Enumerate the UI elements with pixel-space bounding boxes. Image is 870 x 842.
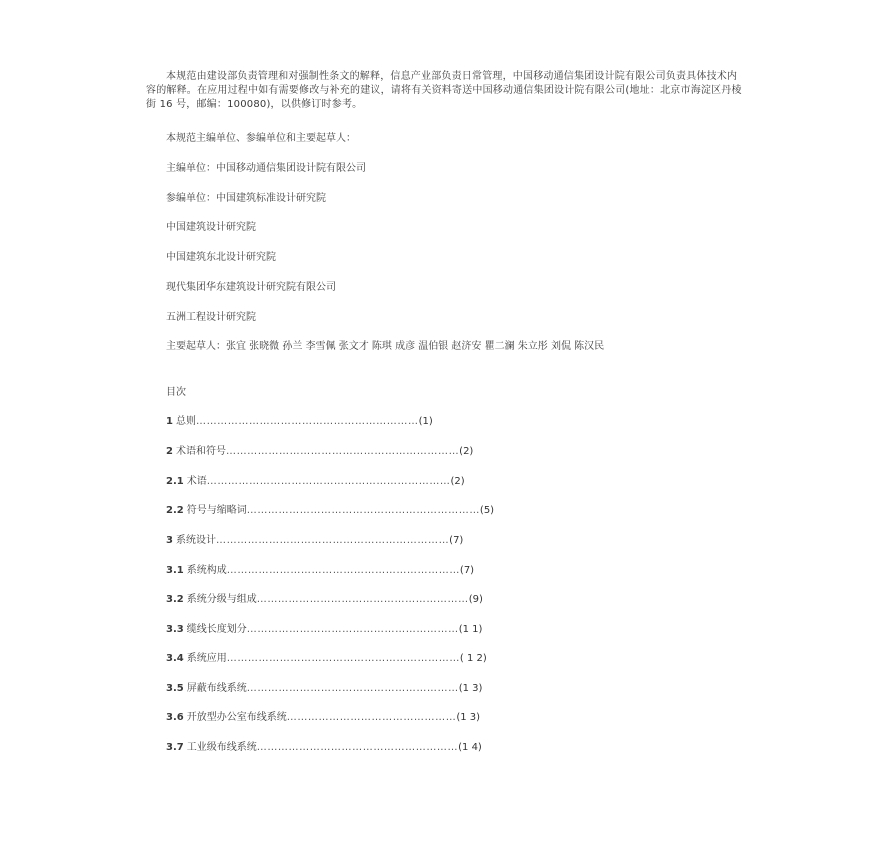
toc-leader: …………………………………………………………	[226, 653, 460, 664]
toc-title-text: 系统应用	[186, 653, 227, 664]
toc-entry[interactable]	[166, 504, 494, 518]
toc-page-number: (1 3)	[458, 683, 483, 694]
toc-number: 1	[166, 416, 173, 427]
toc-leader: ……………………………………………………………	[206, 476, 451, 487]
toc-page-number: (1)	[418, 416, 433, 427]
toc-leader: ……………………………………………………	[246, 624, 459, 635]
toc-entry[interactable]	[166, 475, 465, 489]
toc-number: 3.4	[166, 653, 184, 664]
toc-title-text: 屏蔽布线系统	[186, 683, 247, 694]
toc-page-number: (1 4)	[458, 742, 482, 753]
toc-leader: …………………………………………………	[256, 742, 459, 753]
toc-entry[interactable]	[166, 652, 487, 666]
toc-leader: …………………………………………………………	[246, 505, 480, 516]
toc-entry[interactable]	[166, 593, 483, 607]
toc-entry[interactable]	[166, 445, 473, 459]
toc-entry[interactable]	[166, 741, 482, 755]
participating-unit: 参编单位：中国建筑标准设计研究院	[166, 193, 326, 204]
toc-leader: …………………………………………	[286, 712, 457, 723]
toc-page-number: (1 1)	[458, 624, 483, 635]
toc-number: 2.1	[166, 476, 184, 487]
toc-entry[interactable]	[166, 564, 474, 578]
toc-page-number: (2)	[450, 476, 465, 487]
toc-page-number: (9)	[468, 594, 483, 605]
toc-title-text: 符号与缩略词	[186, 505, 247, 516]
toc-leader: ………………………………………………………	[195, 416, 419, 427]
toc-entry[interactable]	[166, 623, 482, 637]
toc-number: 3.3	[166, 624, 184, 635]
toc-title-text: 系统设计	[175, 535, 216, 546]
chief-unit: 主编单位：中国移动通信集团设计院有限公司	[166, 163, 366, 174]
toc-leader: ……………………………………………………	[256, 594, 469, 605]
toc-number: 3	[166, 535, 173, 546]
toc-entry[interactable]	[166, 415, 433, 429]
toc-page-number: (1 3)	[456, 712, 481, 723]
toc-title-text: 开放型办公室布线系统	[186, 712, 287, 723]
toc-title-text: 系统分级与组成	[186, 594, 257, 605]
participating-unit: 中国建筑设计研究院	[166, 222, 256, 233]
toc-title: 目次	[166, 387, 186, 398]
units-heading: 本规范主编单位、参编单位和主要起草人：	[166, 133, 356, 144]
toc-number: 2.2	[166, 505, 184, 516]
toc-leader: …………………………………………………………	[226, 565, 460, 576]
toc-number: 3.1	[166, 565, 184, 576]
drafters-list: 主要起草人：张宜 张晓微 孙兰 李雪佩 张文才 陈琪 成彦 温伯银 赵济安 瞿二澜 朱立彤 刘侃 陈汉民	[166, 341, 605, 352]
toc-leader: …………………………………………………………	[225, 446, 460, 457]
toc-page-number: (2)	[459, 446, 474, 457]
toc-title-text: 术语和符号	[175, 446, 226, 457]
toc-number: 3.7	[166, 742, 184, 753]
participating-unit: 五洲工程设计研究院	[166, 312, 256, 323]
toc-entry[interactable]	[166, 682, 482, 696]
toc-page-number: ( 1 2)	[459, 653, 487, 664]
toc-number: 3.6	[166, 712, 184, 723]
toc-title-text: 系统构成	[186, 565, 227, 576]
participating-unit: 现代集团华东建筑设计研究院有限公司	[166, 282, 336, 293]
toc-entry[interactable]	[166, 534, 463, 548]
participating-unit: 中国建筑东北设计研究院	[166, 252, 276, 263]
toc-title-text: 工业级布线系统	[186, 742, 257, 753]
toc-leader: ……………………………………………………	[246, 683, 459, 694]
intro-paragraph: 本规范由建设部负责管理和对强制性条文的解释，信息产业部负责日常管理，中国移动通信集团设计院有限公司负责具体技术内容的解释。在应用过程中如有需要修改与补充的建议，请将有关资料寄送中国移动通信集团设计院有限公司(地址：北京市海淀区丹棱街 16 号，邮编：100080)，以供修订时参考。	[146, 71, 742, 110]
toc-page-number: (5)	[479, 505, 495, 516]
toc-number: 2	[166, 446, 173, 457]
toc-page-number: (7)	[459, 565, 475, 576]
toc-number: 3.5	[166, 683, 184, 694]
toc-title-text: 缆线长度划分	[186, 624, 247, 635]
toc-leader: …………………………………………………………	[215, 535, 450, 546]
toc-title-text: 总则	[175, 416, 196, 427]
toc-title-text: 术语	[186, 476, 207, 487]
toc-number: 3.2	[166, 594, 184, 605]
toc-entry[interactable]	[166, 711, 480, 725]
toc-page-number: (7)	[449, 535, 464, 546]
